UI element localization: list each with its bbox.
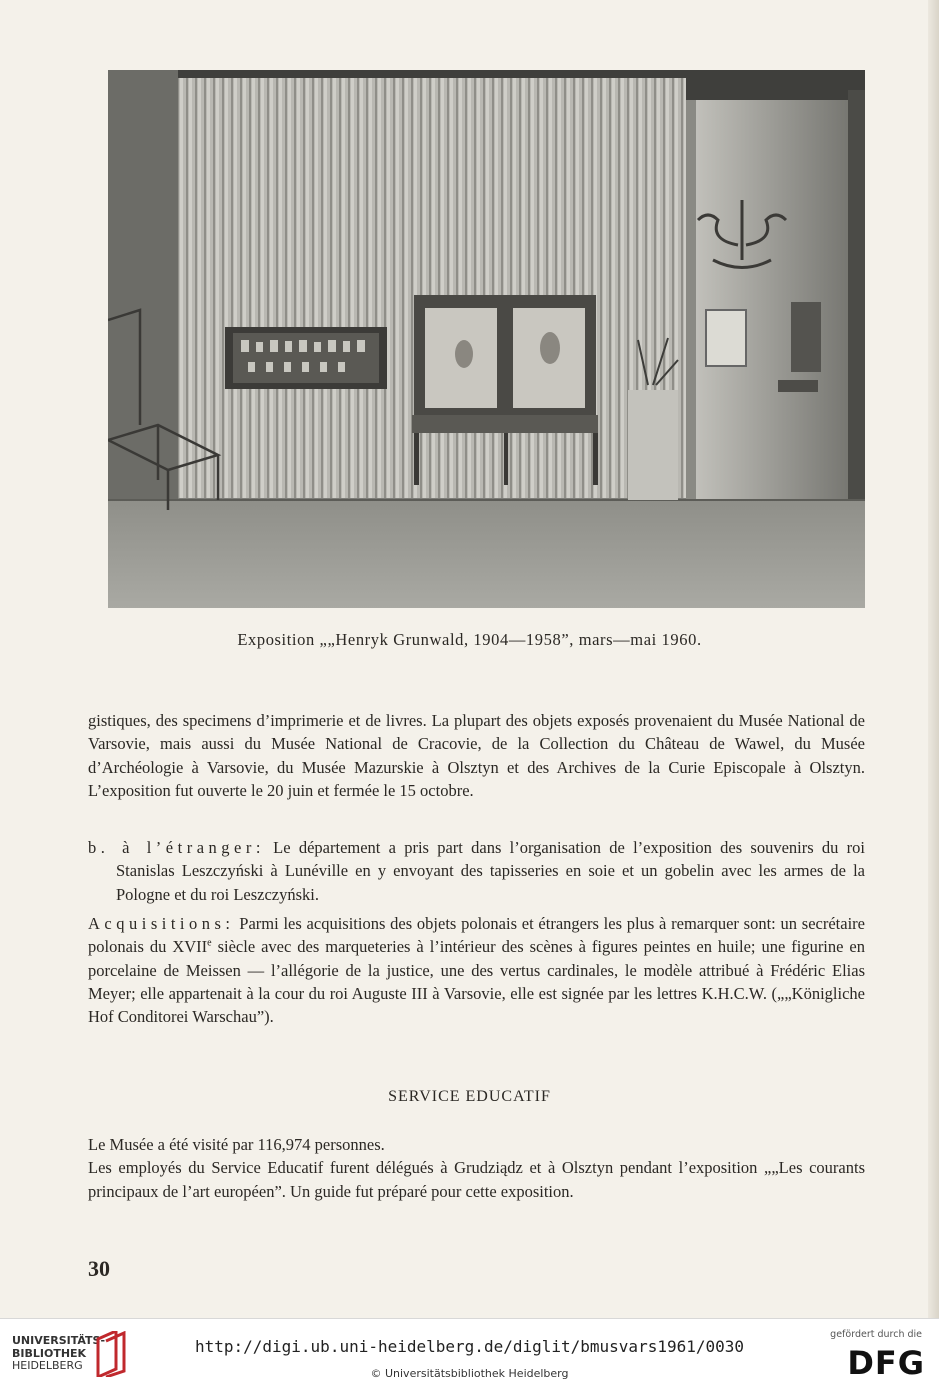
- abroad-text: Le département a pris part dans l’organisation de l’exposition des souvenirs du roi Stanislas Leszczyński à Lunéville en y envoyant des tapisseries en soie et un gobelin avec les armes de la Pologne et du roi Leszczyński.: [116, 838, 865, 904]
- abroad-label: b. à l’étranger:: [88, 838, 265, 857]
- acquisitions-text-b: siècle avec des marqueteries à l’intérieur des scènes à figures peintes en huile; une figurine en porcelaine de Meissen — l’allégorie de la justice, une des vertus cardinales, le modèle attribué à Frédéric Elias Meyer; elle appartenait à la cour du roi Auguste III à Varsovie, elle est signée par les lettres K.H.C.W. („„Königliche Hof Conditorei Warschau”).: [88, 937, 866, 1027]
- century-superscript: e: [207, 937, 212, 949]
- education-section: [88, 1133, 865, 1208]
- page-edge: [928, 0, 939, 1318]
- photo-caption: Exposition „„Henryk Grunwald, 1904—1958”, mars—mai 1960.: [237, 630, 702, 649]
- dfg-logo: DFG: [847, 1344, 925, 1382]
- digitization-footer: [0, 1318, 939, 1390]
- paragraph-abroad: [88, 836, 865, 911]
- page-number: 30: [88, 1256, 110, 1281]
- copyright-notice: © Universitätsbibliothek Heidelberg: [370, 1367, 569, 1380]
- visitors-line: Le Musée a été visité par 116,974 personnes.: [88, 1135, 385, 1154]
- funded-by-label: gefördert durch die: [830, 1329, 922, 1340]
- paragraph-acquisitions: [88, 912, 865, 1033]
- exhibition-photograph: [108, 70, 865, 608]
- logo-line: BIBLIOTHEK: [12, 1346, 87, 1360]
- logo-line: UNIVERSITÄTS-: [12, 1334, 106, 1347]
- paragraph-text: gistiques, des specimens d’imprimerie et de livres. La plupart des objets exposés provenaient du Musée National de Varsovie, mais aussi du Musée National de Cracovie, de la Collection du Château de Wawel, du Musée d’Archéologie à Varsovie, du Musée Mazurskie à Olsztyn et des Archives de la Curie Episcopale à Olsztyn. L’exposition fut ouverte le 20 juin et fermée le 15 octobre.: [88, 711, 865, 800]
- acquisitions-label: Acquisitions:: [88, 914, 235, 933]
- section-heading: SERVICE EDUCATIF: [388, 1088, 551, 1105]
- permalink-url[interactable]: http://digi.ub.uni-heidelberg.de/diglit/bmusvars1961/0030: [194, 1337, 745, 1356]
- paragraph-exhibition-loans: [88, 709, 865, 807]
- logo-line: HEIDELBERG: [12, 1359, 83, 1372]
- acquisitions-text-a: Parmi les acquisitions des objets polonais et étrangers les plus à remarquer sont: un secrétaire polonais du XVII: [88, 914, 865, 957]
- education-paragraph: Les employés du Service Educatif furent délégués à Grudziądz et à Olsztyn pendant l’exposition „„Les courants principaux de l’art européen”. Un guide fut préparé pour cette exposition.: [88, 1158, 865, 1201]
